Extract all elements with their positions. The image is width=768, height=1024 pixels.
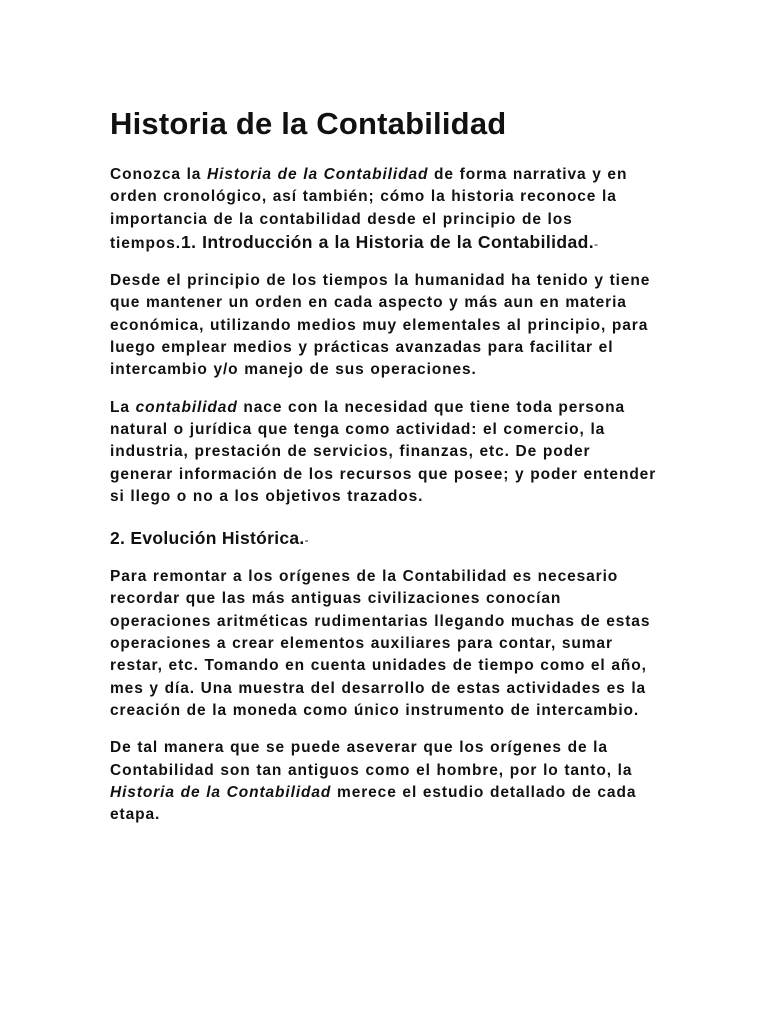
section1-heading: 1. Introducción a la Historia de la Contabilidad. (180, 231, 594, 252)
section2-heading (110, 525, 658, 553)
document-page (110, 104, 658, 826)
contabilidad-italic-link[interactable]: contabilidad (135, 398, 238, 416)
page-title: Historia de la Contabilidad (110, 106, 507, 141)
section1-paragraph2 (110, 397, 658, 508)
intro-paragraph (110, 164, 658, 255)
section1-paragraph1: Desde el principio de los tiempos la humanidad ha tenido y tiene que mantener un orden en cada aspecto y más aun en materia económica, utilizando medios muy elementales al principio, para luego emplear medios y prácticas avanzadas para facilitar el intercambio y/o manejo de sus operaciones. (110, 272, 651, 379)
section2-dash: - (304, 533, 309, 548)
section2-paragraph2-lead: De tal manera que se puede aseverar que los orígenes de la Contabilidad son tan antiguos como el hombre, por lo tanto, la (110, 739, 633, 779)
section2-paragraph2 (110, 737, 658, 826)
section2-heading-text: 2. Evolución Histórica. (110, 528, 305, 549)
section2-paragraph2-rest: merece el estudio detallado de cada etapa. (110, 783, 637, 824)
section1-paragraph2-rest: nace con la necesidad que tiene toda persona natural o jurídica que tenga como actividad: el comercio, la industria, prestación de servicios, finanzas, etc. De poder generar información de los recursos que posee; y poder entender si llego o no a los objetivos trazados. (110, 398, 657, 505)
historia-italic-link[interactable]: Historia de la Contabilidad (110, 783, 332, 801)
section1-paragraph2-lead: La (110, 398, 136, 416)
intro-italic-link[interactable]: Historia de la Contabilidad (207, 166, 429, 183)
intro-lead: Conozca la (110, 166, 208, 183)
section2-paragraph1: Para remontar a los orígenes de la Contabilidad es necesario recordar que las más antiguas civilizaciones conocían operaciones aritméticas rudimentarias llegando muchas de estas operaciones a crear elementos auxiliares para contar, sumar restar, etc. Tomando en cuenta unidades de tiempo como el año, mes y día. Una muestra del desarrollo de estas actividades es la creación de la moneda como único instrumento de intercambio. (110, 568, 651, 719)
intro-rest: de forma narrativa y en orden cronológico, así también; cómo la historia reconoce la importancia de la contabilidad desde el principio de los tiempos. (110, 166, 628, 252)
section1-dash: - (593, 236, 599, 251)
